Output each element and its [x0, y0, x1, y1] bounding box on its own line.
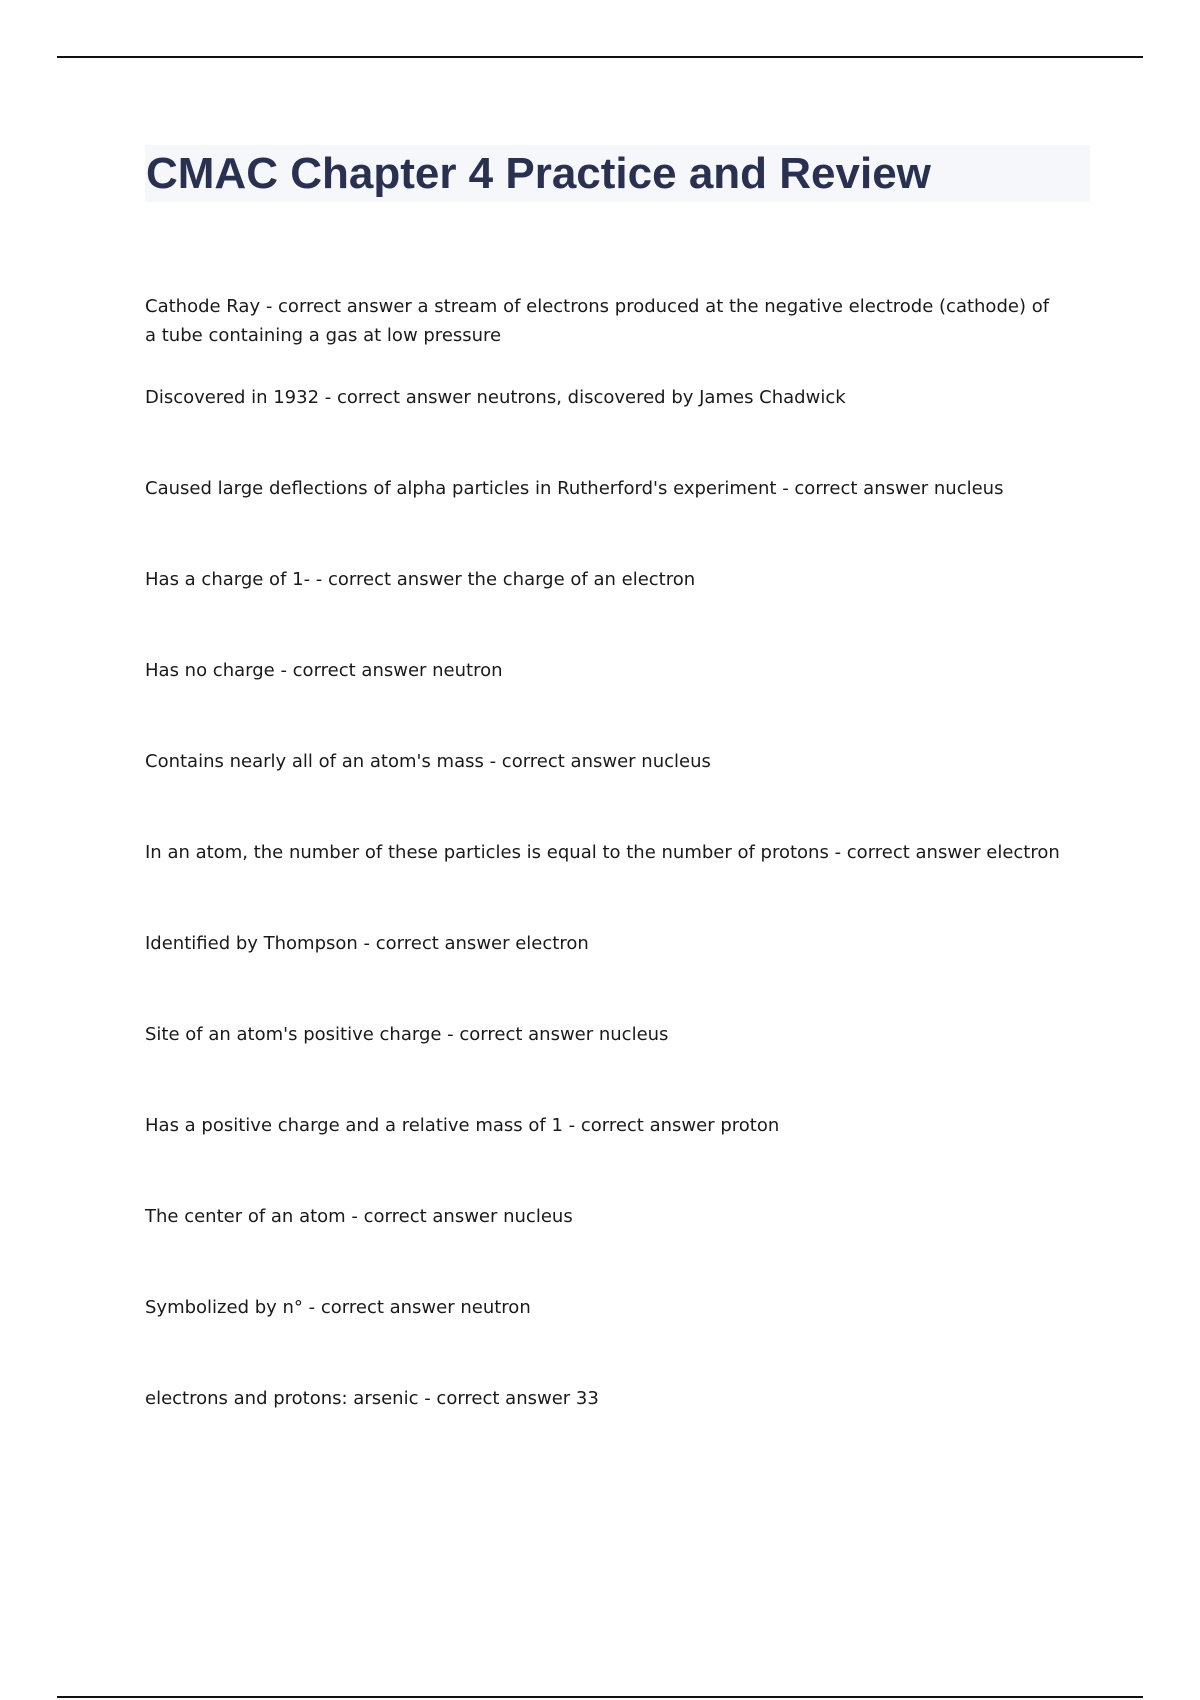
qa-item: Caused large deflections of alpha particles in Rutherford's experiment - correct answer nucleus — [145, 478, 1004, 499]
qa-item: Cathode Ray - correct answer a stream of electrons produced at the negative electrode (cathode) of a tube containing a gas at low pressure — [145, 296, 1050, 346]
bottom-rule — [57, 1696, 1143, 1698]
qa-item: electrons and protons: arsenic - correct answer 33 — [145, 1388, 599, 1409]
qa-item: Has no charge - correct answer neutron — [145, 660, 503, 681]
qa-item: The center of an atom - correct answer nucleus — [145, 1206, 573, 1227]
top-rule — [57, 56, 1143, 58]
qa-item: Has a positive charge and a relative mass of 1 - correct answer proton — [145, 1115, 780, 1136]
qa-item: Identified by Thompson - correct answer electron — [145, 933, 589, 954]
qa-item: Contains nearly all of an atom's mass - correct answer nucleus — [145, 751, 711, 772]
qa-item: Site of an atom's positive charge - correct answer nucleus — [145, 1024, 669, 1045]
qa-item: In an atom, the number of these particles is equal to the number of protons - correct answer electron — [145, 842, 1060, 863]
qa-item: Discovered in 1932 - correct answer neutrons, discovered by James Chadwick — [145, 387, 846, 408]
qa-item: Has a charge of 1- - correct answer the charge of an electron — [145, 569, 696, 590]
page-title: CMAC Chapter 4 Practice and Review — [146, 149, 931, 198]
qa-list — [145, 292, 1065, 1413]
qa-item: Symbolized by n° - correct answer neutron — [145, 1297, 531, 1318]
